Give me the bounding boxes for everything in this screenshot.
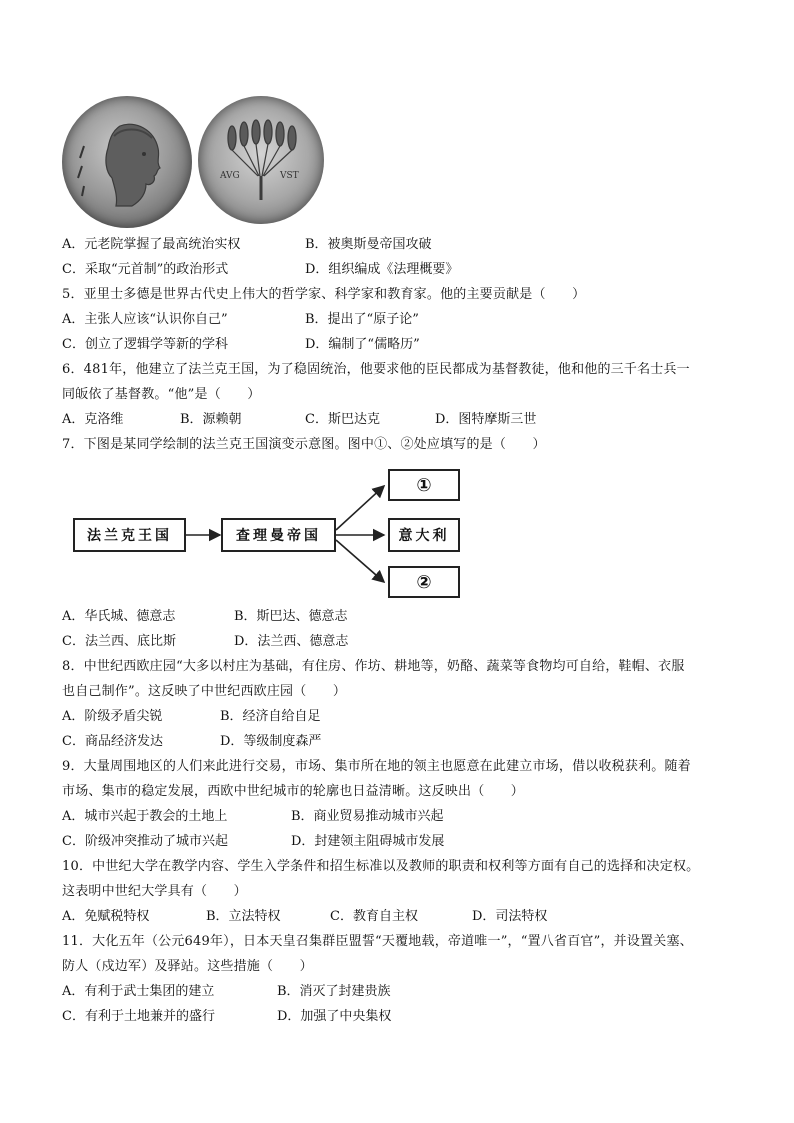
q5-option-d: D．编制了“儒略历” [305,337,420,352]
q9-option-c: C．阶级冲突推动了城市兴起 [62,834,228,849]
q7-stem: 7．下图是某同学绘制的法兰克王国演变示意图。图中①、②处应填写的是（ ） [62,437,546,452]
q6-option-b: B．源赖朝 [180,412,242,427]
q6-option-a: A．克洛维 [62,412,124,427]
q11-stem-line1: 11．大化五年（公元649年），日本天皇召集群臣盟誓“天覆地载，帝道唯一”，“置八省百官”，并设置关塞、 [62,934,693,949]
q8-option-a: A．阶级矛盾尖锐 [62,709,163,724]
q10-option-a: A．免赋税特权 [62,909,150,924]
q8-option-b: B．经济自给自足 [220,709,321,724]
q4-option-d: D．组织编成《法理概要》 [305,262,459,277]
q11-option-b: B．消灭了封建贵族 [277,984,391,999]
q11-option-c: C．有利于土地兼并的盛行 [62,1009,215,1024]
svg-text:AVG: AVG [220,171,240,181]
diagram-box-blank-2: ② [388,566,460,598]
q10-option-c: C．教育自主权 [330,909,418,924]
q5-stem: 5．亚里士多德是世界古代史上伟大的哲学家、科学家和教育家。他的主要贡献是（ ） [62,287,586,302]
q4-option-c: C．采取“元首制”的政治形式 [62,262,229,277]
q6-option-c: C．斯巴达克 [305,412,380,427]
q9-option-b: B．商业贸易推动城市兴起 [291,809,444,824]
q9-option-a: A．城市兴起于教会的土地上 [62,809,228,824]
q10-stem-line1: 10．中世纪大学在教学内容、学生入学条件和招生标准以及教师的职责和权利等方面有自己的选择和决定权。 [62,859,700,874]
q6-stem-line2: 同皈依了基督教。“他”是（ ） [62,387,261,402]
q5-option-b: B．提出了“原子论” [305,312,419,327]
q4-option-b: B．被奥斯曼帝国攻破 [305,237,432,252]
q9-stem-line2: 市场、集市的稳定发展，西欧中世纪城市的轮廓也日益清晰。这反映出（ ） [62,784,525,799]
q8-option-c: C．商品经济发达 [62,734,163,749]
q9-stem-line1: 9．大量周围地区的人们来此进行交易，市场、集市所在地的领主也愿意在此建立市场，借以收税获利。随着 [62,759,691,774]
q10-option-d: D．司法特权 [472,909,548,924]
q10-option-b: B．立法特权 [206,909,281,924]
q7-option-a: A．华氏城、德意志 [62,609,176,624]
q5-option-c: C．创立了逻辑学等新的学科 [62,337,228,352]
q7-option-b: B．斯巴达、德意志 [234,609,348,624]
q4-option-a: A．元老院掌握了最高统治实权 [62,237,241,252]
q11-option-a: A．有利于武士集团的建立 [62,984,215,999]
q8-stem-line1: 8．中世纪西欧庄园“大多以村庄为基础，有住房、作坊、耕地等，奶酪、蔬菜等食物均可自给，鞋帽、衣服 [62,659,685,674]
q10-stem-line2: 这表明中世纪大学具有（ ） [62,884,247,899]
q8-stem-line2: 也自己制作”。这反映了中世纪西欧庄园（ ） [62,684,347,699]
q7-option-d: D．法兰西、德意志 [234,634,349,649]
q9-option-d: D．封建领主阻碍城市发展 [291,834,445,849]
q7-option-c: C．法兰西、底比斯 [62,634,176,649]
diagram-box-frankish-kingdom: 法兰克王国 [73,518,186,552]
diagram-box-blank-1: ① [388,469,460,501]
q6-stem-line1: 6．481年，他建立了法兰克王国，为了稳固统治，他要求他的臣民都成为基督教徒，他和他的三千名士兵一 [62,362,690,377]
svg-text:VST: VST [280,171,299,181]
q11-stem-line2: 防人（戍边军）及驿站。这些措施（ ） [62,959,313,974]
q5-option-a: A．主张人应该“认识你自己” [62,312,228,327]
q11-option-d: D．加强了中央集权 [277,1009,392,1024]
q6-option-d: D．图特摩斯三世 [435,412,537,427]
diagram-box-charlemagne-empire: 查理曼帝国 [221,518,336,552]
diagram-box-italy: 意大利 [388,518,460,552]
q8-option-d: D．等级制度森严 [220,734,322,749]
